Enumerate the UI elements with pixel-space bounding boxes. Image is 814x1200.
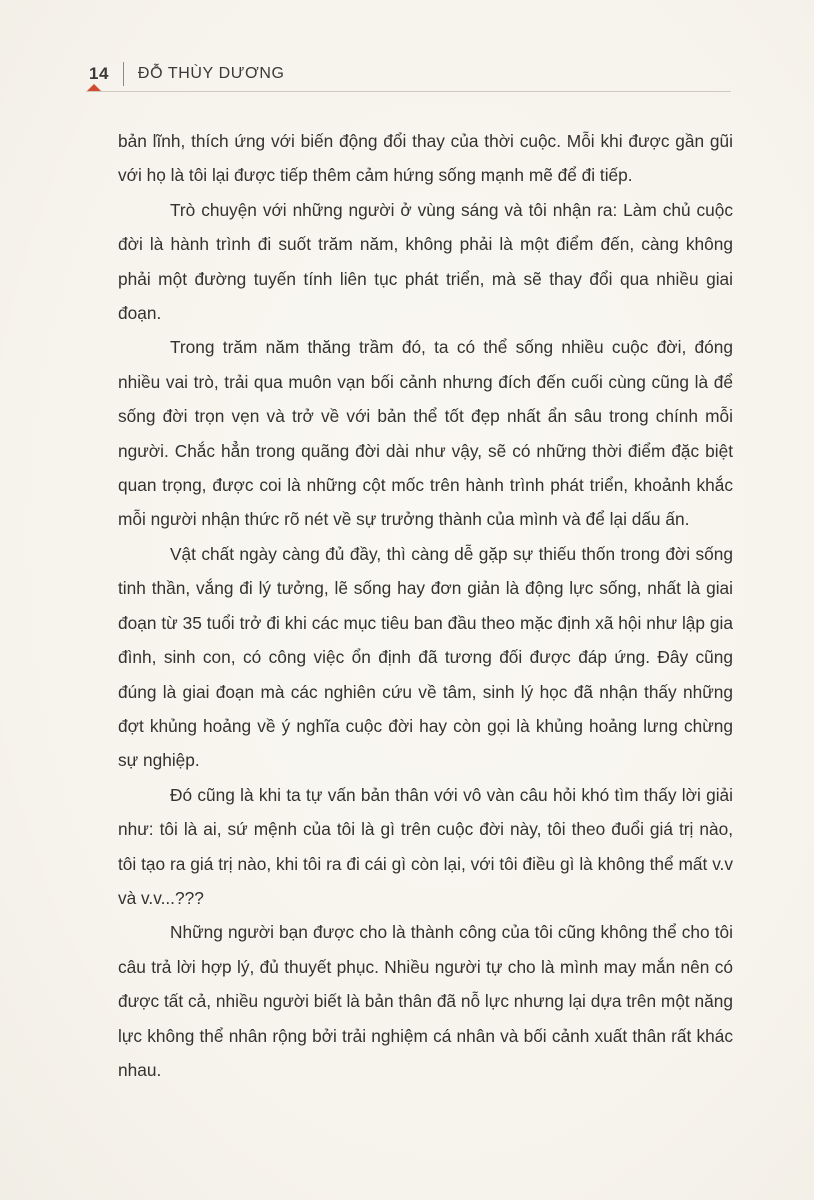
paragraph: Vật chất ngày càng đủ đầy, thì càng dễ gặp sự thiếu thốn trong đời sống tinh thần, vắng đi lý tưởng, lẽ sống hay đơn giản là động lực sống, nhất là giai đoạn từ 35 tuổi trở đi khi các mục tiêu ban đầu theo mặc định xã hội như lập gia đình, sinh con, có công việc ổn định đã tương đối được đáp ứng. Đây cũng đúng là giai đoạn mà các nghiên cứu về tâm, sinh lý học đã nhận thấy những đợt khủng hoảng về ý nghĩa cuộc đời hay còn gọi là khủng hoảng lưng chừng sự nghiệp. xyxy=(118,543,733,771)
author-name: ĐỖ THÙY DƯƠNG xyxy=(137,65,285,82)
body-text xyxy=(118,124,733,1087)
paragraph: Trong trăm năm thăng trầm đó, ta có thể sống nhiều cuộc đời, đóng nhiều vai trò, trải qua muôn vạn bối cảnh nhưng đích đến cuối cùng cũng là để sống đời trọn vẹn và trở về với bản thể tốt đẹp nhất ẩn sâu trong chính mỗi người. Chắc hẳn trong quãng đời dài như vậy, sẽ có những thời điểm đặc biệt quan trọng, được coi là những cột mốc trên hành trình phát triển, khoảnh khắc mỗi người nhận thức rõ nét về sự trưởng thành của mình và để lại dấu ấn. xyxy=(118,337,733,530)
header-divider xyxy=(123,62,124,86)
paragraph: Đó cũng là khi ta tự vấn bản thân với vô vàn câu hỏi khó tìm thấy lời giải như: tôi là ai, sứ mệnh của tôi là gì trên cuộc đời này, tôi theo đuổi giá trị nào, tôi tạo ra giá trị nào, khi tôi ra đi cái gì còn lại, với tôi điều gì là không thể mất v.v và v.v...??? xyxy=(118,784,733,908)
running-head xyxy=(89,60,285,88)
triangle-marker-icon xyxy=(87,84,101,91)
paragraph: Những người bạn được cho là thành công của tôi cũng không thể cho tôi câu trả lời hợp lý, đủ thuyết phục. Nhiều người tự cho là mình may mắn nên có được tất cả, nhiều người biết là bản thân đã nỗ lực nhưng lại dựa trên một năng lực không thể nhân rộng bởi trải nghiệm cá nhân và bối cảnh xuất thân rất khác nhau. xyxy=(118,922,733,1080)
page-number: 14 xyxy=(89,64,109,83)
paragraph-continued: bản lĩnh, thích ứng với biến động đổi thay của thời cuộc. Mỗi khi được gần gũi với họ là tôi lại được tiếp thêm cảm hứng sống mạnh mẽ để đi tiếp. xyxy=(118,131,733,186)
paragraph: Trò chuyện với những người ở vùng sáng và tôi nhận ra: Làm chủ cuộc đời là hành trình đi suốt trăm năm, không phải là một điểm đến, càng không phải một đường tuyến tính liên tục phát triển, mà sẽ thay đổi qua nhiều giai đoạn. xyxy=(118,199,733,324)
header-rule xyxy=(86,91,731,92)
